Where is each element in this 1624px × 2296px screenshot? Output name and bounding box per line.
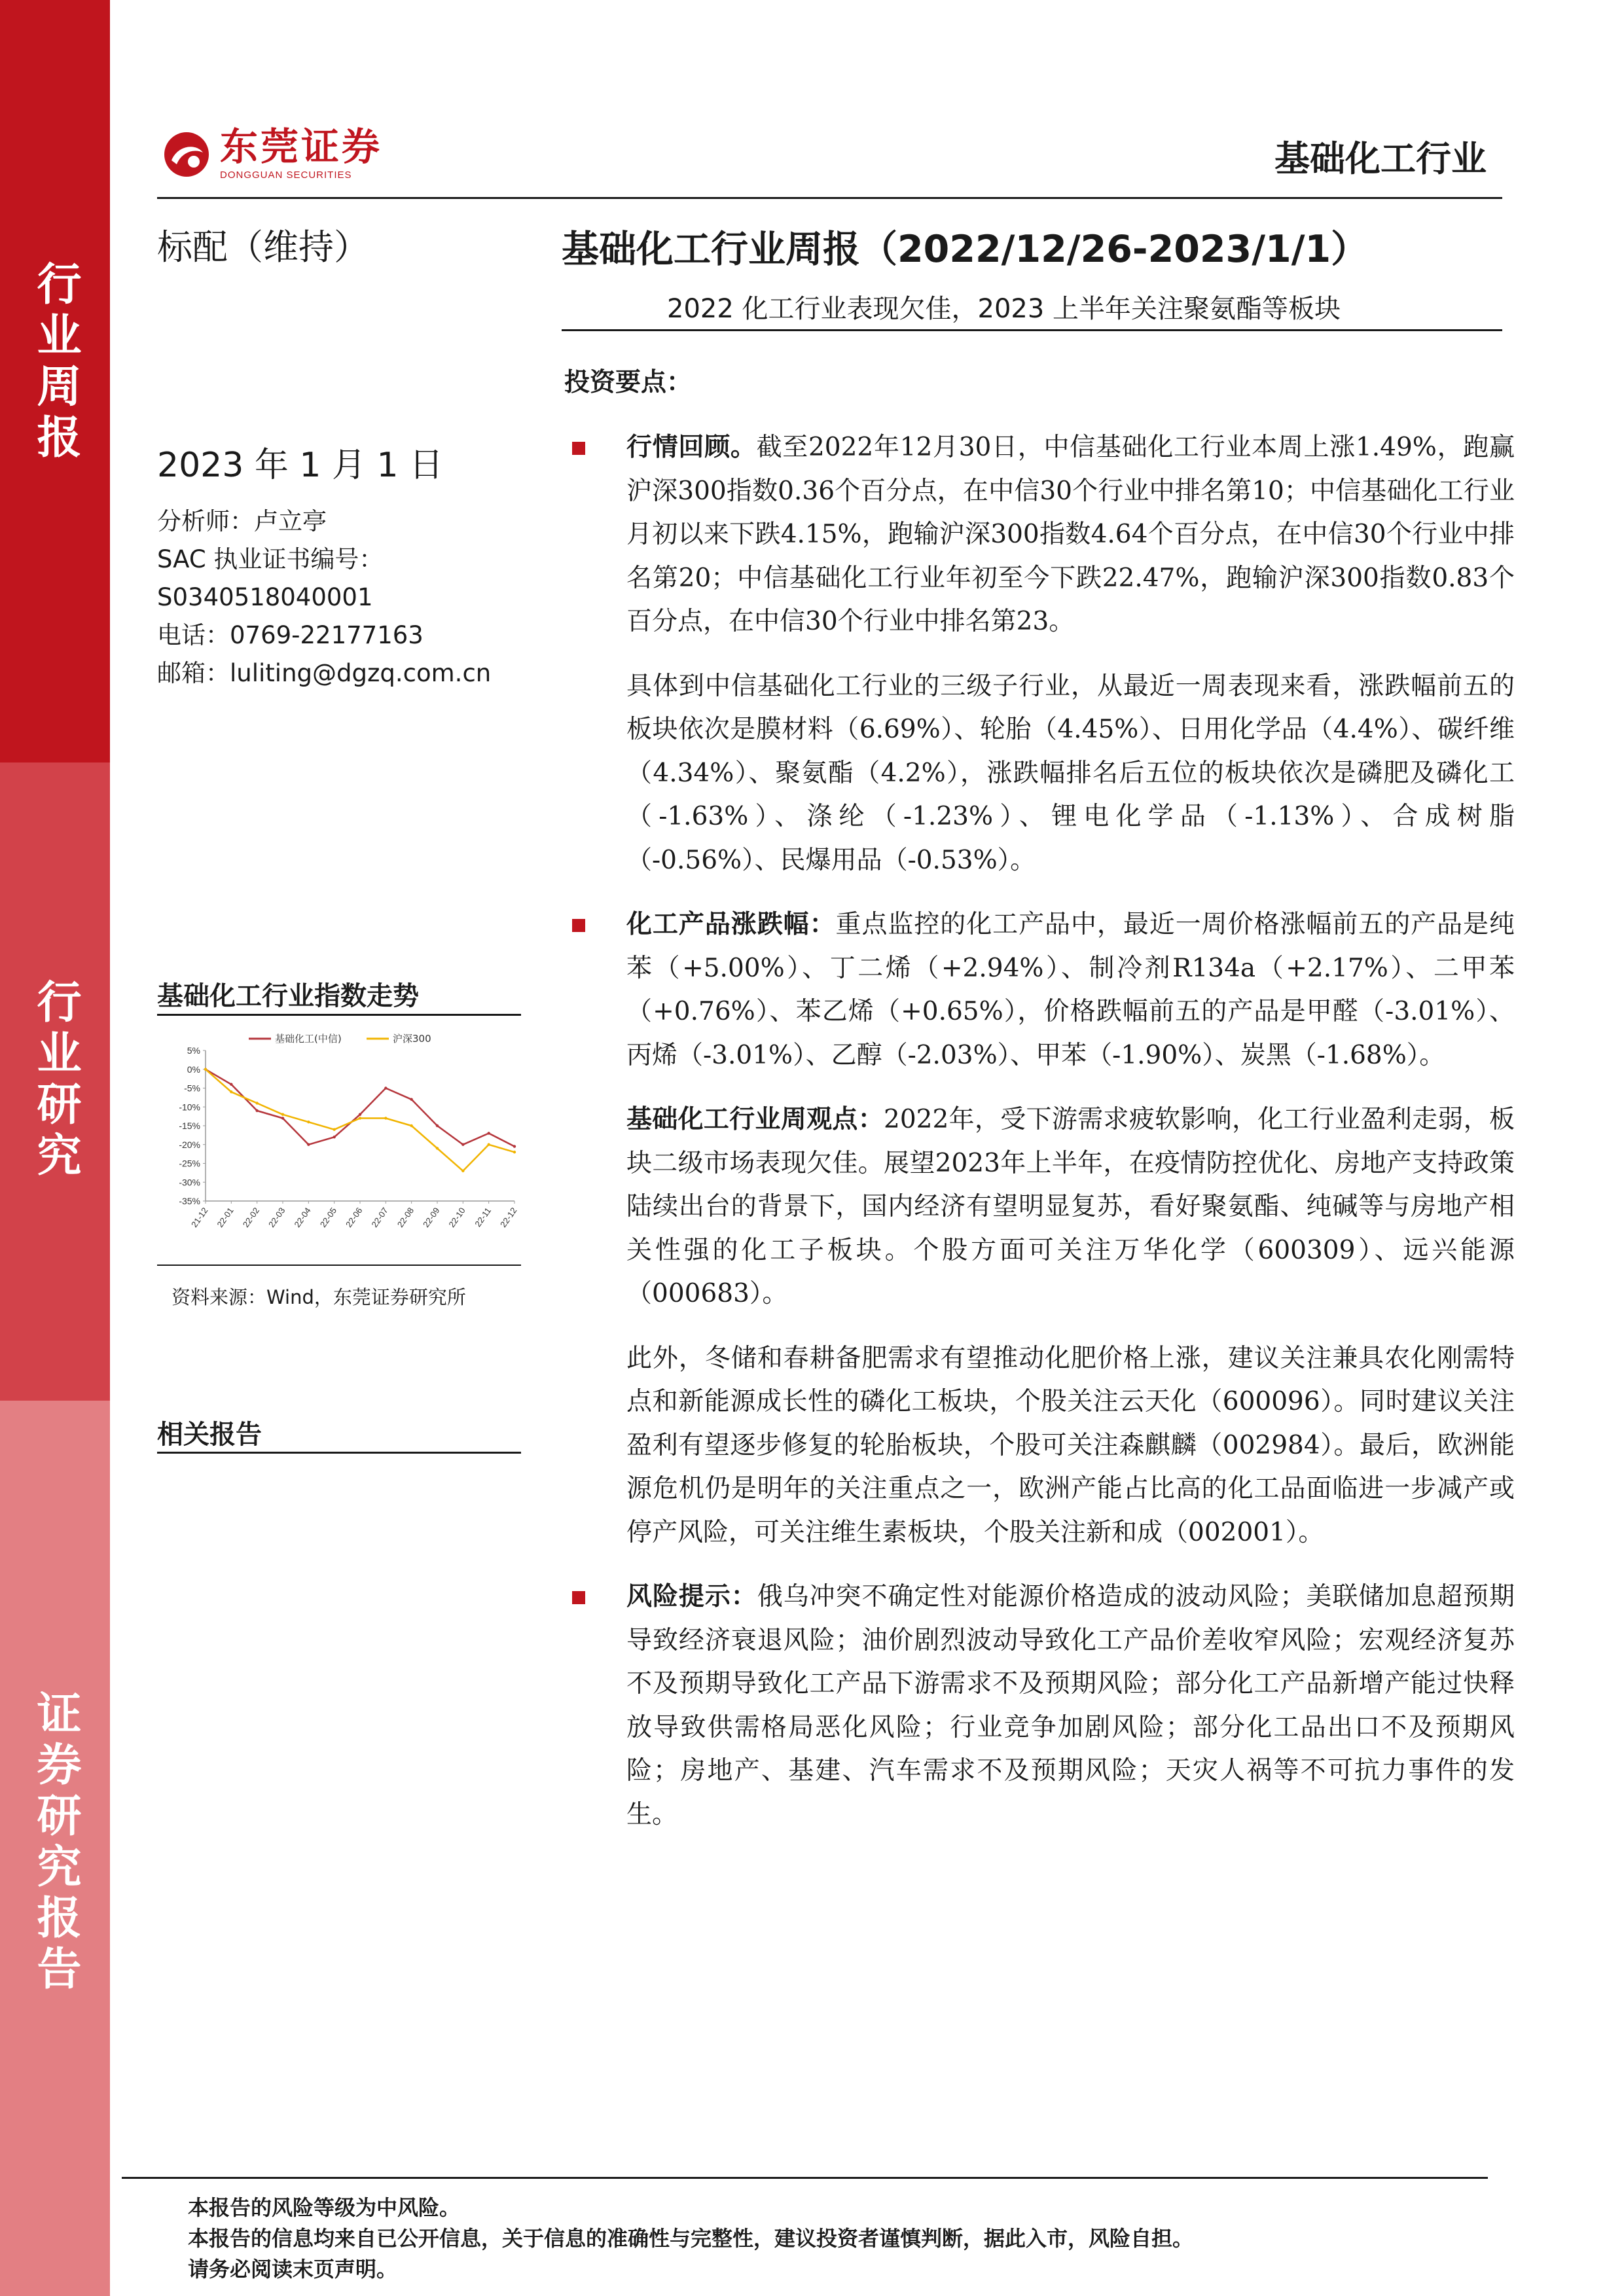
sac-number: S0340518040001: [157, 583, 373, 611]
series-line-0: [206, 1069, 514, 1147]
y-tick-label: -10%: [179, 1102, 200, 1113]
paragraph-label: 基础化工行业周观点：: [626, 1105, 884, 1134]
x-tick-label: 22-10: [446, 1206, 467, 1229]
related-reports-title: 相关报告: [157, 1420, 262, 1450]
report-date: 2023 年 1 月 1 日: [157, 446, 444, 485]
x-tick-label: 22-03: [266, 1206, 287, 1229]
footer-line-risk: 本报告的风险等级为中风险。: [188, 2195, 461, 2220]
bullet-product-prices: [564, 903, 1515, 1077]
series-point-0: [513, 1145, 516, 1147]
x-tick-label: 22-09: [421, 1206, 442, 1229]
series-point-0: [384, 1086, 387, 1089]
sidebar-section-research: [0, 762, 110, 1401]
series-point-0: [307, 1143, 310, 1146]
series-point-1: [281, 1113, 284, 1116]
key-points-heading: 投资要点：: [564, 368, 693, 397]
analyst-phone: 电话：0769-22177163: [157, 621, 424, 649]
bullet-label: 行情回顾。: [626, 433, 757, 462]
y-tick-label: -15%: [179, 1121, 200, 1131]
x-tick-label: 22-11: [473, 1206, 494, 1229]
index-chart-top-rule: [157, 1014, 521, 1016]
additional-view-paragraph: 此外，冬储和春耕备肥需求有望推动化肥价格上涨，建议关注兼具农化刚需特点和新能源成长性的磷化工板块，个股关注云天化（600096）。同时建议关注盈利有望逐步修复的轮胎板块，个股可关注森麒麟（002984）。最后，欧洲能源危机仍是明年的关注重点之一，欧洲产能占比高的化工品面临进一步减产或停产风险，可关注维生素板块，个股关注新和成（002001）。: [626, 1343, 1515, 1547]
series-point-0: [436, 1124, 439, 1127]
x-tick-label: 22-02: [240, 1206, 262, 1229]
weekly-view-paragraph: [564, 1098, 1515, 1316]
sidebar-label-research: 行业研究: [29, 978, 81, 1183]
y-tick-label: -5%: [184, 1083, 200, 1094]
chart-source: 资料来源：Wind，东莞证券研究所: [171, 1286, 466, 1308]
series-point-0: [410, 1098, 412, 1101]
report-title: 基础化工行业周报（2022/12/26-2023/1/1）: [562, 228, 1369, 271]
footer-divider: [122, 2177, 1488, 2179]
x-tick-label: 22-05: [317, 1206, 339, 1229]
x-tick-label: 21-12: [189, 1206, 210, 1229]
footer-line-declaration: 请务必阅读末页声明。: [188, 2257, 398, 2282]
series-point-1: [255, 1102, 258, 1104]
bullet-text: 重点监控的化工产品中，最近一周价格涨幅前五的产品是纯苯（+5.00%）、丁二烯（+2.94%）、制冷剂R134a（+2.17%）、二甲苯（+0.76%）、苯乙烯（+0.65%），价格跌幅前五的产品是甲醛（-3.01%）、丙烯（-3.01%）、乙醇（-2.03%）、甲苯（-1.90%）、炭黑（-1.68%）。: [626, 910, 1515, 1070]
x-tick-label: 22-04: [292, 1206, 313, 1229]
index-chart-title: 基础化工行业指数走势: [157, 981, 419, 1011]
industry-header: 基础化工行业: [1274, 138, 1487, 179]
subtitle-divider: [562, 329, 1502, 331]
series-point-1: [384, 1117, 387, 1119]
series-point-1: [487, 1143, 490, 1146]
related-reports-rule: [157, 1452, 521, 1454]
series-point-1: [436, 1147, 439, 1149]
company-logo: [162, 124, 383, 181]
index-chart-bottom-rule: [157, 1265, 521, 1266]
y-tick-label: -25%: [179, 1158, 200, 1169]
series-point-1: [333, 1128, 335, 1131]
sac-label: SAC 执业证书编号：: [157, 545, 384, 573]
sidebar-label-report: 证券研究报告: [29, 1690, 81, 1996]
sidebar-section-weekly: [0, 0, 110, 762]
bullet-label: 化工产品涨跌幅：: [626, 910, 836, 939]
sidebar-label-weekly: 行业周报: [29, 260, 81, 465]
bullet-square-icon: [572, 1591, 585, 1604]
series-point-0: [255, 1109, 258, 1112]
analyst-info: [157, 503, 491, 692]
header-divider: [157, 197, 1502, 199]
legend-label-1: 沪深300: [393, 1033, 431, 1045]
logo-mark-icon: [162, 130, 211, 179]
sub-industry-paragraph: 具体到中信基础化工行业的三级子行业，从最近一周表现来看，涨跌幅前五的板块依次是膜材料（6.69%）、轮胎（4.45%）、日用化学品（4.4%）、碳纤维（4.34%）、聚氨酯（4.2%），涨跌幅排名后五位的板块依次是磷肥及磷化工（-1.63%）、涤纶（-1.23%）、锂电化学品（-1.13%）、合成树脂（-0.56%）、民爆用品（-0.53%）。: [626, 671, 1515, 875]
x-tick-label: 22-08: [395, 1206, 416, 1229]
series-point-1: [513, 1151, 516, 1153]
bullet-square-icon: [572, 919, 585, 932]
logo-name-cn: 东莞证券: [220, 124, 383, 169]
report-subtitle: 2022 化工行业表现欠佳，2023 上半年关注聚氨酯等板块: [667, 294, 1341, 324]
series-point-1: [204, 1068, 207, 1071]
series-point-0: [359, 1113, 361, 1116]
series-point-1: [230, 1090, 232, 1093]
logo-name-en: DONGGUAN SECURITIES: [220, 170, 352, 181]
bullet-square-icon: [572, 442, 585, 455]
bullet-text: 俄乌冲突不确定性对能源价格造成的波动风险；美联储加息超预期导致经济衰退风险；油价剧烈波动导致化工产品价差收窄风险；宏观经济复苏不及预期导致化工产品下游需求不及预期风险；部分化工产品新增产能过快释放导致供需格局恶化风险；行业竞争加剧风险；部分化工品出口不及预期风险；房地产、基建、汽车需求不及预期风险；天灾人祸等不可抗力事件的发生。: [626, 1582, 1515, 1829]
footer-line-info: 本报告的信息均来自已公开信息，关于信息的准确性与完整性，建议投资者谨慎判断，据此入市，风险自担。: [188, 2226, 1194, 2251]
series-point-0: [281, 1117, 284, 1119]
left-sidebar: [0, 0, 110, 2296]
bullet-risk-warning: [564, 1575, 1515, 1837]
series-point-0: [461, 1143, 464, 1146]
bullet-text: 截至2022年12月30日，中信基础化工行业本周上涨1.49%，跑赢沪深300指数0.36个百分点，在中信30个行业中排名第10；中信基础化工行业月初以来下跌4.15%，跑输沪深300指数4.64个百分点，在中信30个行业中排名第20；中信基础化工行业年初至今下跌22.47%，跑输沪深300指数0.83个百分点，在中信30个行业中排名第23。: [626, 433, 1515, 636]
series-point-0: [487, 1132, 490, 1134]
y-tick-label: -30%: [179, 1177, 200, 1188]
y-tick-label: 0%: [187, 1064, 200, 1075]
analyst-email[interactable]: 邮箱：luliting@dgzq.com.cn: [157, 659, 492, 687]
series-point-1: [461, 1170, 464, 1172]
x-tick-label: 22-01: [215, 1206, 236, 1229]
y-tick-label: -35%: [179, 1196, 200, 1206]
x-tick-label: 22-12: [498, 1206, 519, 1229]
sidebar-section-report: [0, 1401, 110, 2296]
paragraph-text: 2022年，受下游需求疲软影响，化工行业盈利走弱，板块二级市场表现欠佳。展望2023年上半年，在疫情防控优化、房地产支持政策陆续出台的背景下，国内经济有望明显复苏，看好聚氨酯、纯碱等与房地产相关性强的化工子板块。个股方面可关注万华化学（600309）、远兴能源（000683）。: [626, 1105, 1515, 1308]
series-point-0: [230, 1083, 232, 1086]
x-tick-label: 22-06: [344, 1206, 365, 1229]
y-tick-label: 5%: [187, 1045, 200, 1056]
series-point-0: [333, 1136, 335, 1138]
y-tick-label: -20%: [179, 1139, 200, 1150]
series-line-1: [206, 1069, 514, 1171]
rating-label: 标配（维持）: [157, 226, 369, 268]
main-content: [564, 362, 1515, 1857]
series-point-1: [307, 1121, 310, 1123]
series-point-1: [359, 1117, 361, 1119]
bullet-label: 风险提示：: [626, 1582, 757, 1611]
footer-disclaimer: [188, 2193, 1193, 2285]
legend-label-0: 基础化工(中信): [275, 1033, 342, 1045]
x-tick-label: 22-07: [369, 1206, 390, 1229]
bullet-market-review: [564, 426, 1515, 644]
series-point-1: [410, 1124, 412, 1127]
index-trend-chart: [157, 1024, 521, 1253]
analyst-name: 分析师：卢立亭: [157, 507, 327, 535]
